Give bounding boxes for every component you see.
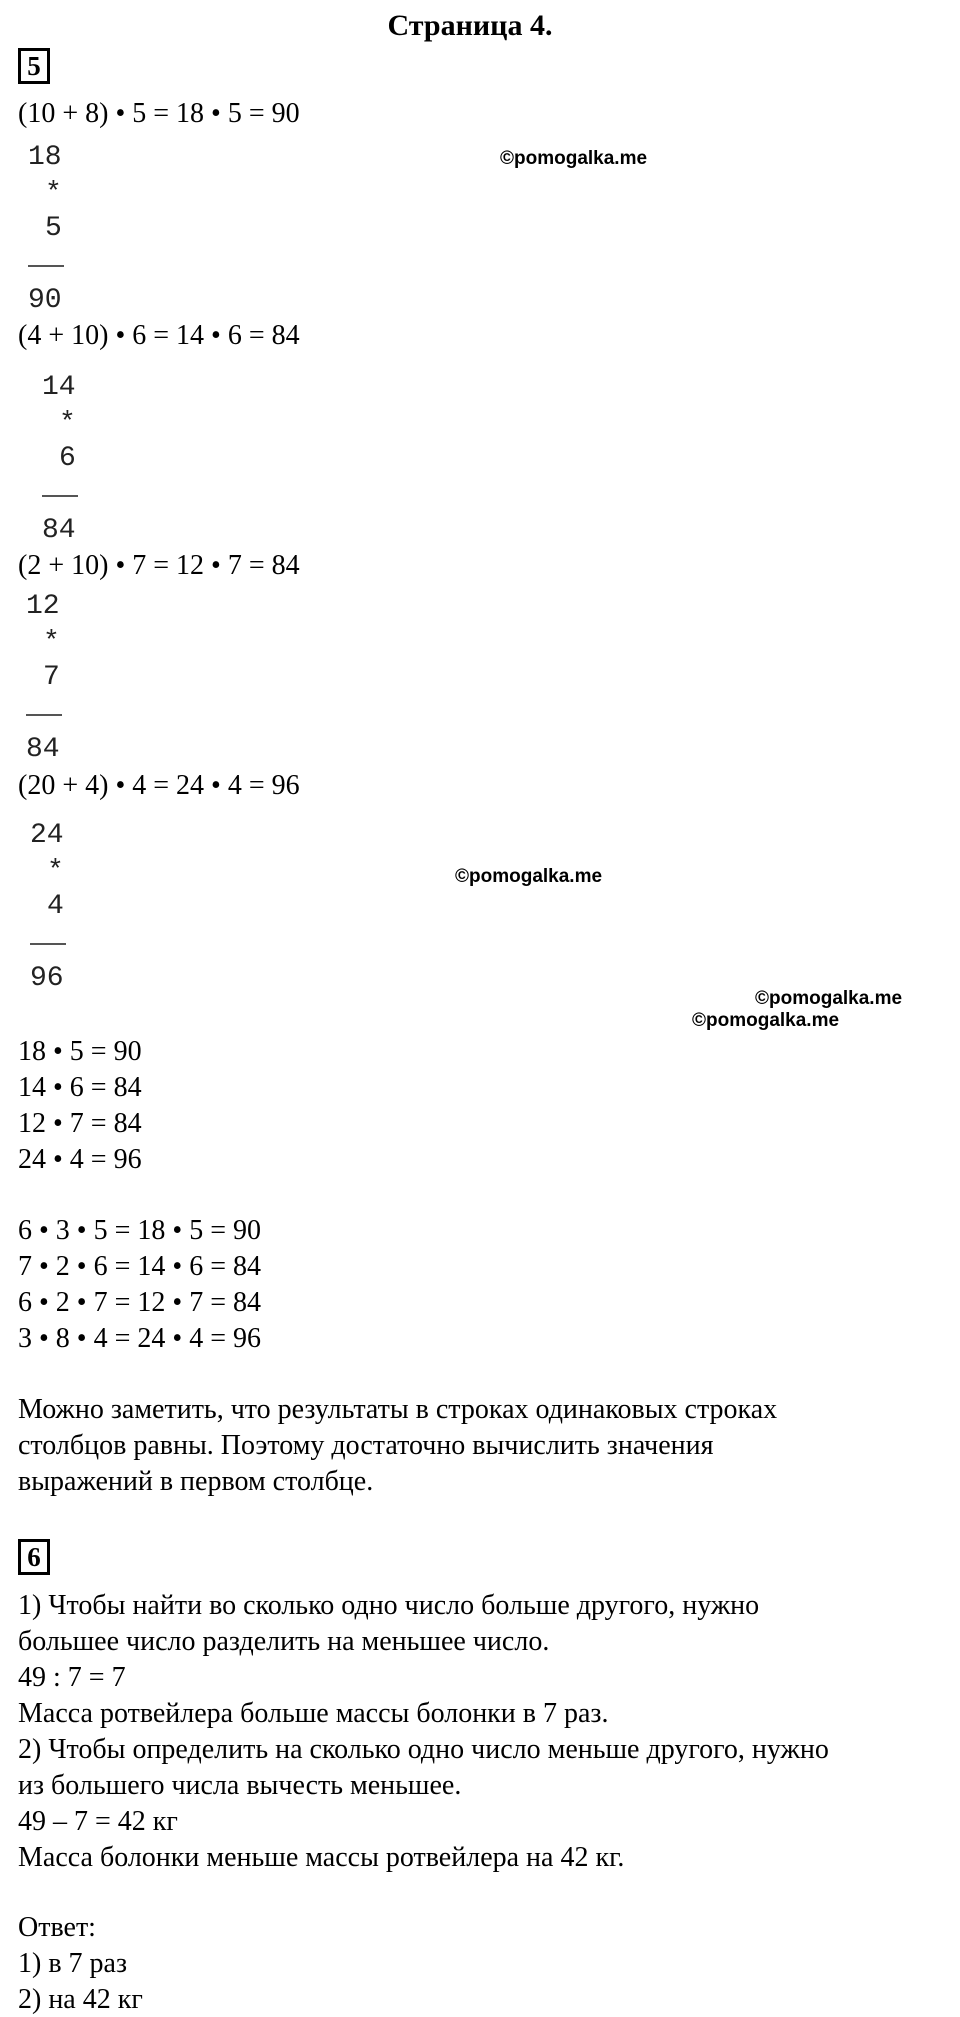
note-line-1: Можно заметить, что результаты в строках одинаковых строках xyxy=(18,1394,778,1425)
column-1-operator: * xyxy=(45,178,62,209)
column-2-result: 84 xyxy=(42,515,76,546)
column-3-result: 84 xyxy=(26,734,60,765)
column-4-rule xyxy=(30,943,66,945)
column-2-multiplicand: 14 xyxy=(42,372,76,403)
product-line-2: 14 • 6 = 84 xyxy=(18,1072,142,1103)
column-2-operator: * xyxy=(59,408,76,439)
column-3-multiplier: 7 xyxy=(43,662,60,693)
product-line-1: 18 • 5 = 90 xyxy=(18,1036,142,1067)
page-title: Страница 4. xyxy=(387,9,553,42)
task6-line-3: 49 : 7 = 7 xyxy=(18,1662,126,1693)
column-1-multiplier: 5 xyxy=(45,213,62,244)
column-2-multiplier: 6 xyxy=(59,443,76,474)
column-4-result: 96 xyxy=(30,963,64,994)
column-4-operator: * xyxy=(47,856,64,887)
task-number-5: 5 xyxy=(18,48,50,84)
expression-1: (10 + 8) • 5 = 18 • 5 = 90 xyxy=(18,98,300,129)
note-line-2: столбцов равны. Поэтому достаточно вычислить значения xyxy=(18,1430,714,1461)
product-line-3: 12 • 7 = 84 xyxy=(18,1108,142,1139)
column-2-rule xyxy=(42,495,78,497)
triple-line-2: 7 • 2 • 6 = 14 • 6 = 84 xyxy=(18,1251,261,1282)
task6-line-1: 1) Чтобы найти во сколько одно число больше другого, нужно xyxy=(18,1590,760,1621)
column-3-rule xyxy=(26,714,62,716)
column-1-result: 90 xyxy=(28,285,62,316)
column-1-rule xyxy=(28,265,64,267)
watermark: ©pomogalka.me xyxy=(455,866,603,887)
expression-4: (20 + 4) • 4 = 24 • 4 = 96 xyxy=(18,770,300,801)
column-1-multiplicand: 18 xyxy=(28,142,62,173)
note-line-3: выражений в первом столбце. xyxy=(18,1466,374,1497)
answer-line-1: 1) в 7 раз xyxy=(18,1948,128,1979)
answer-line-2: 2) на 42 кг xyxy=(18,1984,143,2015)
watermark: ©pomogalka.me xyxy=(755,988,903,1009)
column-3-multiplicand: 12 xyxy=(26,591,60,622)
column-4-multiplier: 4 xyxy=(47,891,64,922)
answer-label: Ответ: xyxy=(18,1912,96,1943)
task6-line-2: большее число разделить на меньшее число. xyxy=(18,1626,550,1657)
task6-line-4: Масса ротвейлера больше массы болонки в 7 раз. xyxy=(18,1698,609,1729)
task6-line-6: из большего числа вычесть меньшее. xyxy=(18,1770,462,1801)
task6-line-8: Масса болонки меньше массы ротвейлера на 42 кг. xyxy=(18,1842,625,1873)
watermark: ©pomogalka.me xyxy=(500,148,648,169)
task-number-6: 6 xyxy=(18,1539,50,1575)
column-4-multiplicand: 24 xyxy=(30,820,64,851)
triple-line-3: 6 • 2 • 7 = 12 • 7 = 84 xyxy=(18,1287,261,1318)
triple-line-4: 3 • 8 • 4 = 24 • 4 = 96 xyxy=(18,1323,261,1354)
triple-line-1: 6 • 3 • 5 = 18 • 5 = 90 xyxy=(18,1215,261,1246)
expression-3: (2 + 10) • 7 = 12 • 7 = 84 xyxy=(18,550,300,581)
column-3-operator: * xyxy=(43,627,60,658)
product-line-4: 24 • 4 = 96 xyxy=(18,1144,142,1175)
task6-line-5: 2) Чтобы определить на сколько одно число меньше другого, нужно xyxy=(18,1734,829,1765)
watermark: ©pomogalka.me xyxy=(692,1010,840,1031)
task6-line-7: 49 – 7 = 42 кг xyxy=(18,1806,178,1837)
expression-2: (4 + 10) • 6 = 14 • 6 = 84 xyxy=(18,320,300,351)
